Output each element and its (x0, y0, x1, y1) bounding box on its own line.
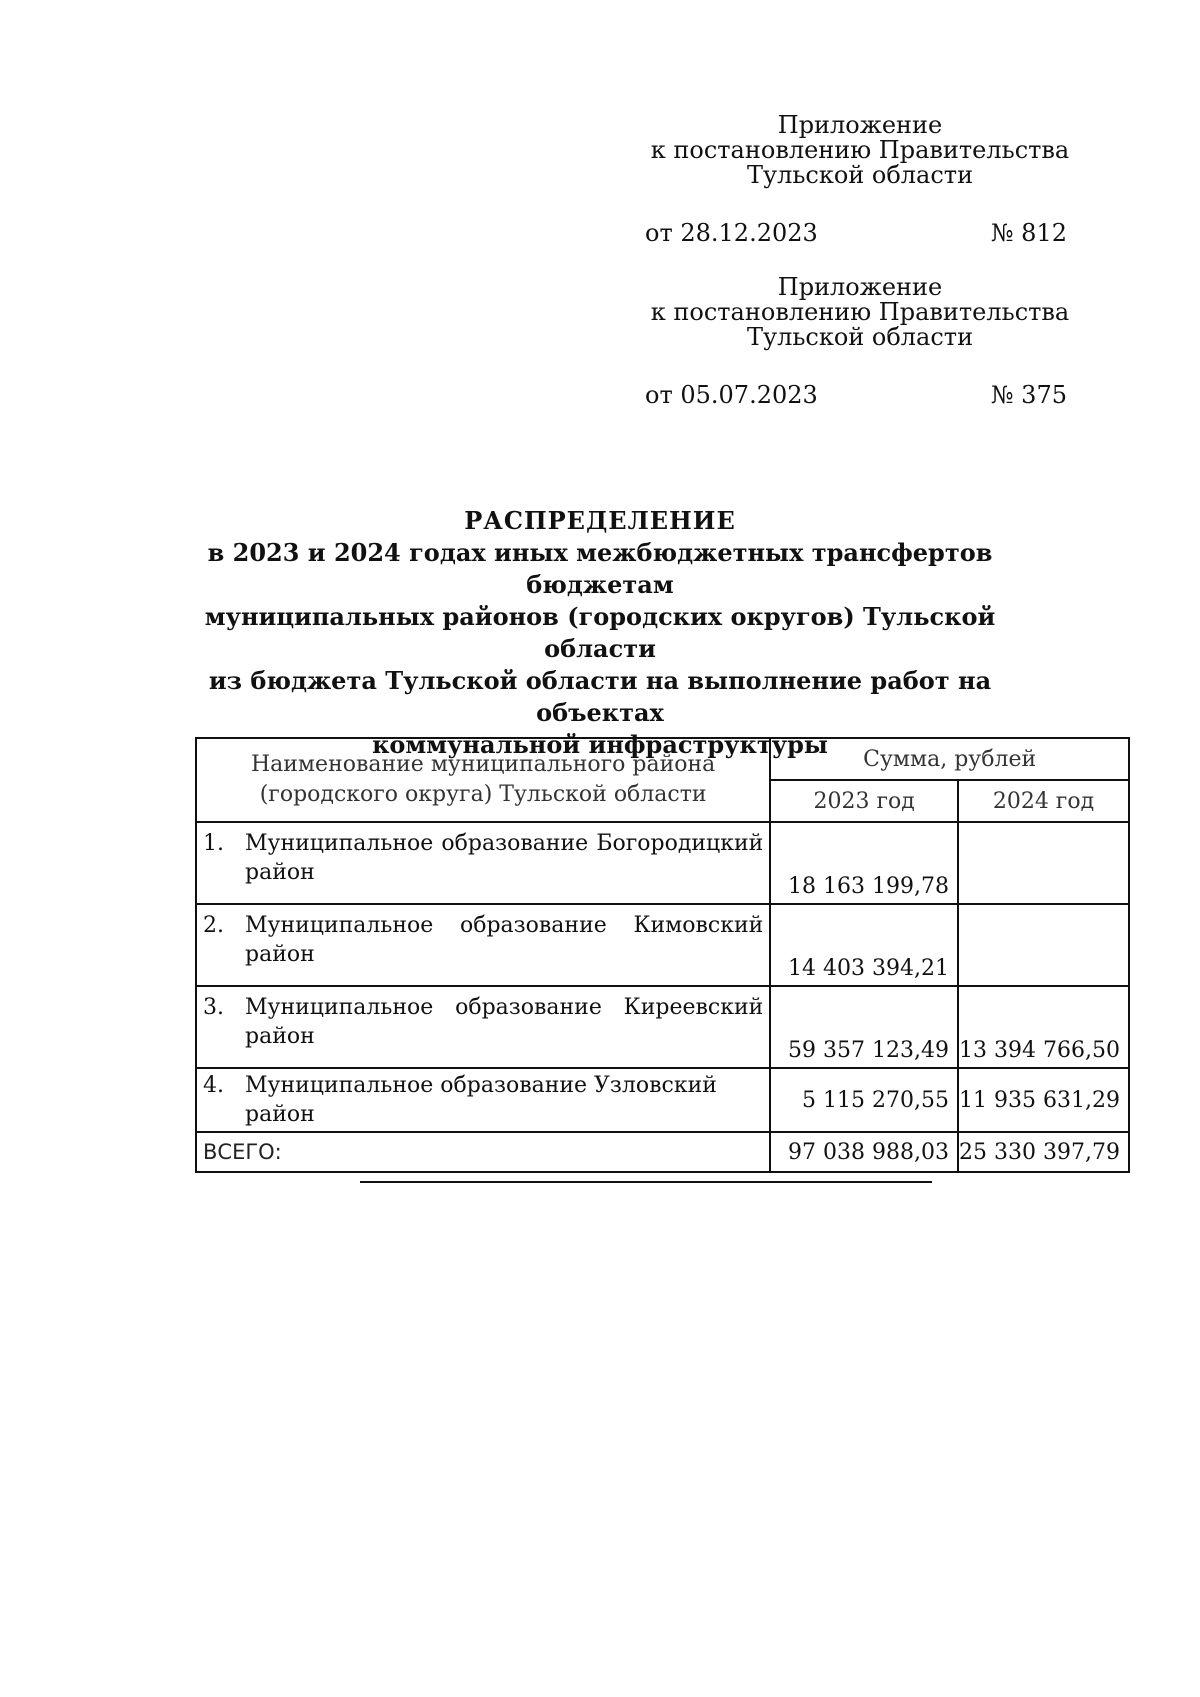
title-line: муниципальных районов (городских округов) Тульской области (204, 602, 996, 663)
amount-2024: 13 394 766,50 (958, 986, 1129, 1068)
total-2023: 97 038 988,03 (770, 1132, 958, 1172)
municipality-name: Муниципальное образование Киреевский район (245, 995, 764, 1049)
title-line: коммунальной инфраструктуры (372, 730, 828, 759)
title-line: в 2023 и 2024 годах иных межбюджетных трансфертов бюджетам (207, 538, 993, 599)
municipality-cell (196, 1068, 770, 1132)
header-municipality-name: Наименование муниципального района (городского округа) Тульской области (196, 738, 770, 822)
municipality-name: Муниципальное образование Кимовский район (245, 913, 764, 967)
table-row (196, 822, 1129, 904)
amount-2024 (958, 904, 1129, 986)
distribution-table (195, 737, 1130, 1173)
appendix-previous-heading (650, 275, 1070, 350)
appendix-line: Тульской области (746, 161, 974, 189)
municipality-cell (196, 986, 770, 1068)
row-index: 4. (203, 1073, 224, 1098)
municipality-name: Муниципальное образование Узловский район (245, 1073, 717, 1127)
table-header-row (196, 738, 1129, 780)
appendix-line: к постановлению Правительства (650, 136, 1070, 164)
municipality-cell (196, 822, 770, 904)
appendix-line: Приложение (777, 273, 943, 301)
header-year-2023: 2023 год (770, 780, 958, 822)
municipality-name: Муниципальное образование Богородицкий район (245, 831, 764, 885)
row-index: 1. (203, 831, 224, 856)
total-2024: 25 330 397,79 (958, 1132, 1129, 1172)
municipality-cell (196, 904, 770, 986)
resolution-date: от 05.07.2023 (645, 381, 818, 409)
closing-separator-line (360, 1181, 932, 1183)
appendix-line: к постановлению Правительства (650, 298, 1070, 326)
resolution-number: № 812 (990, 219, 1067, 247)
table-row (196, 904, 1129, 986)
amount-2023: 5 115 270,55 (770, 1068, 958, 1132)
title-line: из бюджета Тульской области на выполнение работ на объектах (208, 666, 992, 727)
table-total-row (196, 1132, 1129, 1172)
title-heading: РАСПРЕДЕЛЕНИЕ (464, 506, 736, 535)
resolution-number: № 375 (990, 381, 1067, 409)
resolution-date: от 28.12.2023 (645, 219, 818, 247)
amount-2023: 18 163 199,78 (770, 822, 958, 904)
header-year-2024: 2024 год (958, 780, 1129, 822)
appendix-line: Тульской области (746, 323, 974, 351)
row-index: 2. (203, 913, 224, 938)
header-sum: Сумма, рублей (770, 738, 1129, 780)
amount-2023: 59 357 123,49 (770, 986, 958, 1068)
row-index: 3. (203, 995, 224, 1020)
appendix-line: Приложение (777, 111, 943, 139)
table-row (196, 1068, 1129, 1132)
amount-2024: 11 935 631,29 (958, 1068, 1129, 1132)
total-label: ВСЕГО: (196, 1132, 770, 1172)
table-row (196, 986, 1129, 1068)
document-title (150, 505, 1050, 761)
amount-2023: 14 403 394,21 (770, 904, 958, 986)
appendix-current-heading (650, 113, 1070, 188)
amount-2024 (958, 822, 1129, 904)
